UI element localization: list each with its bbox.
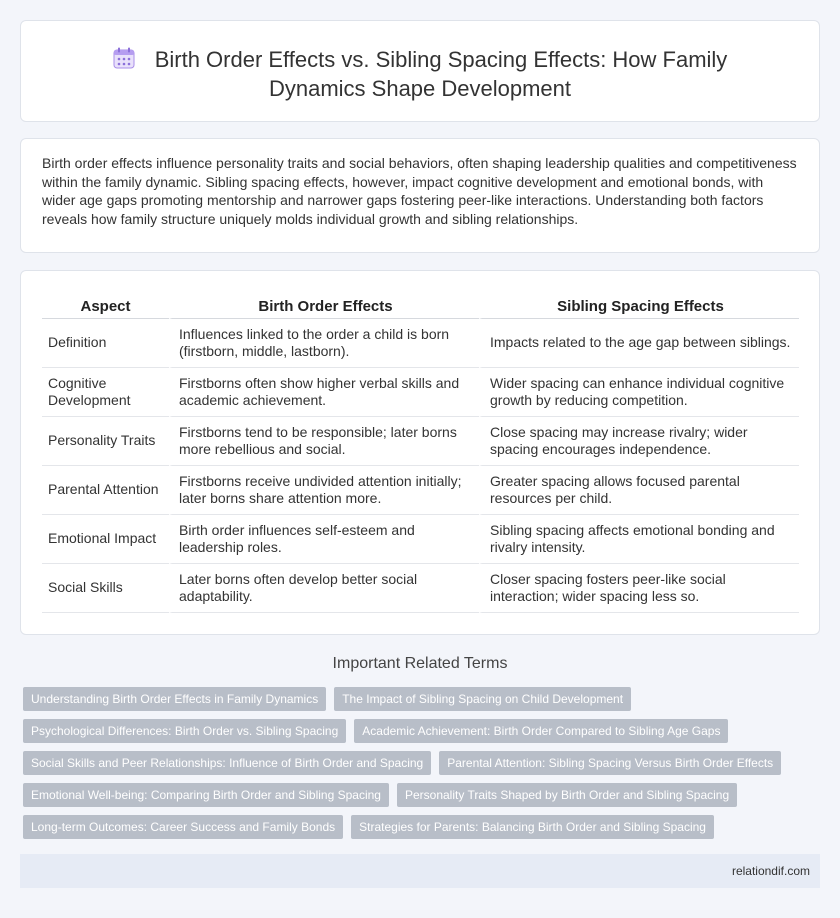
row-birth-order: Birth order influences self-esteem and leadership roles.	[169, 515, 479, 564]
calendar-icon	[113, 47, 135, 69]
intro-card	[20, 138, 820, 253]
row-birth-order: Firstborns often show higher verbal skills and academic achievement.	[169, 368, 479, 417]
header-birth-order: Birth Order Effects	[169, 296, 479, 319]
related-term-tag[interactable]: Psychological Differences: Birth Order vs. Sibling Spacing	[23, 719, 346, 743]
related-term-tag[interactable]: Strategies for Parents: Balancing Birth Order and Sibling Spacing	[351, 815, 714, 839]
related-term-tag[interactable]: Emotional Well-being: Comparing Birth Order and Sibling Spacing	[23, 783, 389, 807]
related-term-tag[interactable]: Parental Attention: Sibling Spacing Versus Birth Order Effects	[439, 751, 781, 775]
row-aspect: Social Skills	[42, 564, 169, 613]
row-aspect: Emotional Impact	[42, 515, 169, 564]
related-terms-title: Important Related Terms	[332, 655, 508, 672]
intro-paragraph: Birth order effects influence personality traits and social behaviors, often shaping leadership qualities and competitiveness within the family dynamic. Sibling spacing effects, however, impact cognitive development and emotional bonds, with wider age gaps promoting mentorship and narrower gaps fostering peer-like interactions. Understanding both factors reveals how family structure uniquely molds individual growth and sibling relationships.	[42, 155, 797, 227]
table-row	[42, 368, 799, 417]
row-birth-order: Firstborns receive undivided attention initially; later borns share attention more.	[169, 466, 479, 515]
related-terms-list	[23, 687, 783, 839]
row-sibling-spacing: Impacts related to the age gap between siblings.	[479, 319, 799, 368]
related-term-tag[interactable]: Academic Achievement: Birth Order Compared to Sibling Age Gaps	[354, 719, 728, 743]
header-card	[20, 20, 820, 122]
table-row	[42, 466, 799, 515]
row-sibling-spacing: Closer spacing fosters peer-like social interaction; wider spacing less so.	[479, 564, 799, 613]
comparison-table	[42, 296, 799, 613]
table-row	[42, 564, 799, 613]
table-row	[42, 515, 799, 564]
related-term-tag[interactable]: The Impact of Sibling Spacing on Child Development	[334, 687, 631, 711]
header-sibling-spacing: Sibling Spacing Effects	[479, 296, 799, 319]
related-term-tag[interactable]: Long-term Outcomes: Career Success and Family Bonds	[23, 815, 343, 839]
footer	[20, 854, 820, 888]
comparison-table-card	[20, 270, 820, 635]
related-term-tag[interactable]: Social Skills and Peer Relationships: Influence of Birth Order and Spacing	[23, 751, 431, 775]
row-sibling-spacing: Close spacing may increase rivalry; wider spacing encourages independence.	[479, 417, 799, 466]
row-sibling-spacing: Sibling spacing affects emotional bonding and rivalry intensity.	[479, 515, 799, 564]
row-sibling-spacing: Greater spacing allows focused parental resources per child.	[479, 466, 799, 515]
related-term-tag[interactable]: Personality Traits Shaped by Birth Order and Sibling Spacing	[397, 783, 737, 807]
page-title-wrap	[81, 45, 759, 103]
table-row	[42, 319, 799, 368]
table-row	[42, 417, 799, 466]
header-aspect: Aspect	[42, 296, 169, 319]
row-birth-order: Influences linked to the order a child is born (firstborn, middle, lastborn).	[169, 319, 479, 368]
row-aspect: Personality Traits	[42, 417, 169, 466]
row-aspect: Parental Attention	[42, 466, 169, 515]
footer-site-link[interactable]: relationdif.com	[731, 864, 810, 878]
row-birth-order: Firstborns tend to be responsible; later borns more rebellious and social.	[169, 417, 479, 466]
page-title: Birth Order Effects vs. Sibling Spacing Effects: How Family Dynamics Shape Development	[154, 47, 728, 101]
table-header-row	[42, 296, 799, 319]
row-birth-order: Later borns often develop better social adaptability.	[169, 564, 479, 613]
row-aspect: Definition	[42, 319, 169, 368]
row-aspect: Cognitive Development	[42, 368, 169, 417]
row-sibling-spacing: Wider spacing can enhance individual cognitive growth by reducing competition.	[479, 368, 799, 417]
related-term-tag[interactable]: Understanding Birth Order Effects in Family Dynamics	[23, 687, 326, 711]
